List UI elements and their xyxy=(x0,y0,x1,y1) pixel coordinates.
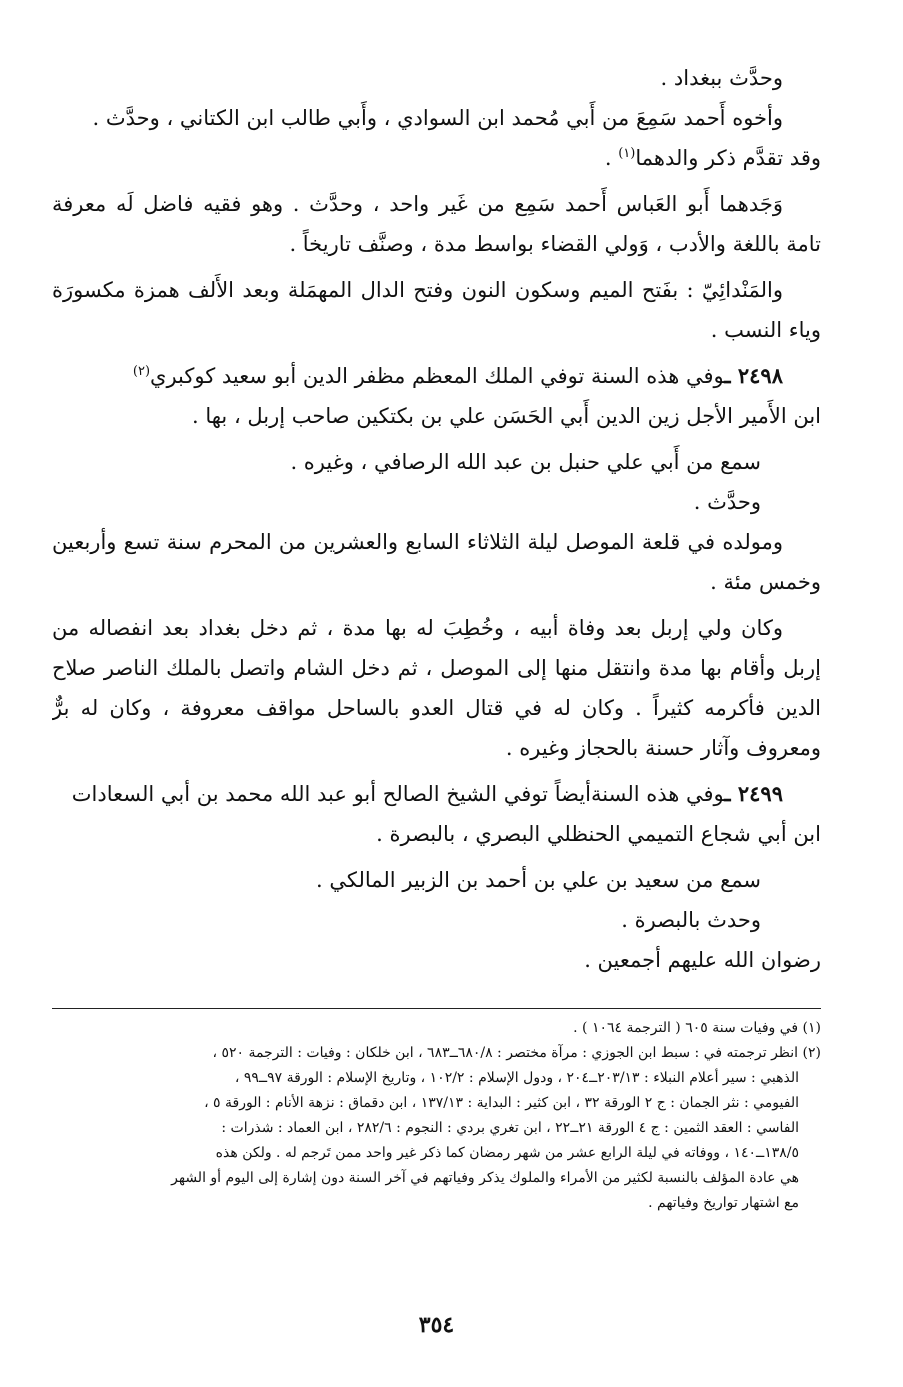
text-line: وكان ولي إربل بعد وفاة أبيه ، وخُطِبَ له بها مدة ، ثم دخل بغداد بعد انفصاله من xyxy=(52,616,783,640)
text-line: وحدَّث ببغداد . xyxy=(660,66,783,90)
text-line: رضوان الله عليهم أجمعين . xyxy=(584,948,821,972)
main-text xyxy=(52,58,821,980)
text-line: ومعروف وآثار حسنة بالحجاز وغيره . xyxy=(505,736,821,760)
text-line: ابن الأَمير الأجل زين الدين أَبي الحَسَن علي بن بكتكين صاحب إربل ، بها . xyxy=(192,404,821,428)
text-line: والمَنْدائِيّ : بفَتح الميم وسكون النون وفتح الدال المهمَلة وبعد الأَلف همزة مكسورَة xyxy=(52,278,783,302)
text-line: وأخوه أَحمد سَمِعَ من أَبي مُحمد ابن السوادي ، وأَبي طالب ابن الكتاني ، وحدَّث . xyxy=(92,106,783,130)
text-line: الدين فأكرمه كثيراً . وكان له في قتال العدو بالساحل مواقف معروفة ، وكان له برٌّ xyxy=(52,696,821,720)
footnote-line: (١) في وفيات سنة ٦٠٥ ( الترجمة ١٠٦٤ ) . xyxy=(573,1020,821,1036)
entry-number: ٢٤٩٩ ـ xyxy=(724,781,783,806)
text-line: وحدث بالبصرة . xyxy=(621,908,761,932)
footnote-line: الذهبي : سير أعلام النبلاء : ٢٠٣/١٣ــ٢٠٤ ، ودول الإسلام : ١٠٢/٢ ، وتاريخ الإسلام : الورقة ٩٧ــ٩٩ ، xyxy=(234,1070,799,1086)
footnote-ref-2: (٢) xyxy=(132,364,151,379)
footnote-ref-1: (١) xyxy=(618,146,636,161)
text-line-content: وفي هذه السنةأيضاً توفي الشيخ الصالح أبو عبد الله محمد بن أبي السعادات xyxy=(71,782,725,806)
footnote-line: الفيومي : نثر الجمان : ج ٢ الورقة ٣٢ ، ابن كثير : البداية : ١٣٧/١٣ ، ابن دقماق : نزهة الأنام : الورقة ٥ ، xyxy=(204,1095,799,1111)
footnotes xyxy=(32,1016,821,1216)
text-line-end: . xyxy=(604,146,619,170)
text-line: سمع من سعيد بن علي بن أحمد بن الزبير المالكي . xyxy=(316,868,761,892)
footnote-line: ١٣٨/٥ــ١٤٠ ، ووفاته في ليلة الرابع عشر من شهر رمضان كما ذكر غير واحد ممن تَرجم له . ولكن هذه xyxy=(215,1145,799,1161)
text-line: ومولده في قلعة الموصل ليلة الثلاثاء السابع والعشرين من المحرم سنة تسع وأربعين xyxy=(52,530,783,554)
entry-heading-2498 xyxy=(52,356,821,396)
footnote-line: الفاسي : العقد الثمين : ج ٤ الورقة ٢١ــ٢٢ ، ابن تغري بردي : النجوم : ٢٨٢/٦ ، ابن العماد : شذرات : xyxy=(221,1120,799,1136)
footnote-line: هي عادة المؤلف بالنسبة لكثير من الأمراء والملوك يذكر وفياتهم في آخر السنة دون إشارة إلى اليوم أو الشهر xyxy=(171,1170,799,1186)
footnote-divider xyxy=(52,1008,821,1009)
text-line: وياء النسب . xyxy=(710,318,821,342)
text-line: وَجَدهما أَبو العَباس أَحمد سَمِع من غَير واحد ، وحدَّث . وهو فقيه فاضل لَه معرفة xyxy=(52,192,783,216)
text-line: إربل وأقام بها مدة وانتقل منها إلى الموصل ، ثم دخل الشام واتصل بالملك الناصر صلاح xyxy=(52,656,821,680)
text-line: وخمس مئة . xyxy=(710,570,821,594)
text-line xyxy=(52,138,821,178)
text-line: ابن أبي شجاع التميمي الحنظلي البصري ، بالبصرة . xyxy=(376,822,821,846)
text-line-content: وقد تقدَّم ذكر والدهما xyxy=(635,146,821,170)
text-line-content: وفي هذه السنة توفي الملك المعظم مظفر الدين أبو سعيد كوكبري xyxy=(150,364,725,388)
book-page xyxy=(52,0,821,1387)
entry-number: ٢٤٩٨ ـ xyxy=(724,363,783,388)
text-line: تامة باللغة والأدب ، وَولي القضاء بواسط مدة ، وصنَّف تاريخاً . xyxy=(289,232,821,256)
text-line: سمع من أَبي علي حنبل بن عبد الله الرصافي ، وغيره . xyxy=(290,450,761,474)
entry-heading-2499 xyxy=(52,774,821,814)
text-line: وحدَّث . xyxy=(693,490,761,514)
page-number: ٣٥٤ xyxy=(418,1312,455,1338)
footnote-line: مع اشتهار تواريخ وفياتهم . xyxy=(648,1195,799,1211)
footnote-line: (٢) انظر ترجمته في : سبط ابن الجوزي : مرآة مختصر : ٦٨٠/٨ــ٦٨٣ ، ابن خلكان : وفيات : الترجمة ٥٢٠ ، xyxy=(212,1045,821,1061)
